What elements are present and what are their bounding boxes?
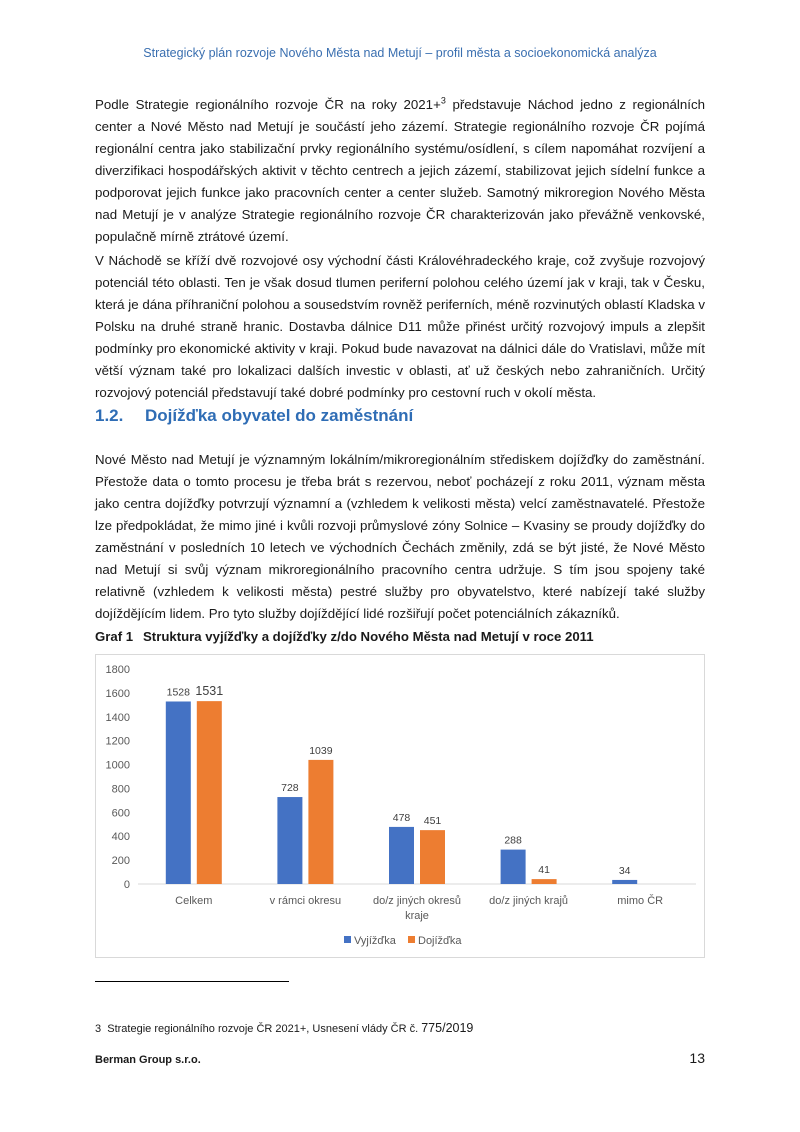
data-label: 478 [392,811,411,824]
bar-vyjizdka [501,850,526,884]
x-category-label: do/z jiných okresů [372,895,462,907]
data-label: 34 [618,864,631,877]
figure-label: Graf 1 [95,629,134,644]
data-label: 1039 [309,744,333,757]
footnote [95,1021,473,1035]
x-category-label: Celkem [175,895,213,907]
bar-vyjizdka [277,797,302,884]
x-category-label: do/z jiných krajů [489,895,569,907]
bar-vyjizdka [612,880,637,884]
bar-dojizdka [420,830,445,884]
legend-swatch-vyjizdka [344,936,351,943]
footer-company: Berman Group s.r.o. [95,1054,201,1066]
legend-label: Dojížďka [418,935,462,947]
y-tick-label: 1600 [105,687,130,700]
footnote-text: Strategie regionálního rozvoje ČR 2021+, Usnesení vlády ČR č. [107,1023,419,1035]
section-title: Dojížďka obyvatel do zaměstnání [145,406,414,425]
paragraph-text-start: Podle Strategie regionálního rozvoje ČR na roky 2021+ [95,97,441,112]
data-label: 1528 [166,686,190,699]
footnote-number: 3 [95,1023,102,1035]
chart-svg [96,655,706,959]
y-tick-label: 1400 [105,711,130,724]
y-tick-label: 200 [111,855,130,868]
y-tick-label: 800 [111,783,130,796]
paragraph-development-axes: V Náchodě se kříží dvě rozvojové osy východní části Královéhradeckého kraje, což zvyšuje rozvojový potenciál této oblasti. Ten je však dosud tlumen periferní polohou celého území jak v kraji, tak v Česku, která je dána příhraniční polohou a sousedstvím rovněž periferních, méně rozvinutých oblastí Kladska v Polsku na druhé straně hranic. Dostavba dálnice D11 může přinést určitý rozvojový impuls a zlepšit podmínky pro ekonomické aktivity v kraji. Pokud bude navazovat na dálnici dále do Vratislavi, může mít větší význam také pro lokalizaci dalších investic v oblasti, ať už českých nebo zahraničních. Určitý rozvojový potenciál představují také dobré podmínky pro cestovní ruch v okolí města. [95,253,705,400]
legend-swatch-dojizdka [408,936,415,943]
data-label: 451 [423,815,442,828]
data-label: 728 [281,782,299,795]
document-header: Strategický plán rozvoje Nového Města nad Metují – profil města a socioekonomická analýza [143,46,657,60]
y-tick-label: 0 [123,879,130,891]
y-tick-label: 1200 [105,735,130,748]
bar-dojizdka [532,879,557,884]
paragraph-commuting: Nové Město nad Metují je významným lokálním/mikroregionálním střediskem dojížďky do zaměstnání. Přestože data o tomto procesu je třeba brát s rezervou, neboť pocházejí z roku 2011, význam města jako centra dojížďky potvrzují významní a (vzhledem k velikosti města) velcí zaměstnavatelé. Přestože lze předpokládat, že mimo jiné i kvůli rozvoji průmyslové zóny Solnice – Kvasiny se proudy dojížďky do zaměstnání v posledních 10 letech ve východních Čechách změnily, zdá se být jisté, že Nové Město nad Metují si svůj význam mikroregionálního pracovního centra udržuje. S tím jsou spojeny také relativně (vzhledem k velikosti města) pestré služby pro obyvatelstvo, které nabízejí také služby dojíždějícím lidem. Pro tyto služby dojíždějící lidé rozšiřují počet potenciálních zákazníků. [95,452,705,621]
y-tick-label: 600 [111,807,130,820]
y-tick-label: 1000 [105,759,130,772]
figure-caption [95,629,594,644]
footnote-reference[interactable]: 3 [440,95,446,106]
bar-dojizdka [308,760,333,884]
legend-label: Vyjížďka [354,935,396,947]
section-number: 1.2. [95,406,124,425]
x-category-label: mimo ČR [617,895,664,907]
section-heading [95,406,413,426]
x-category-label: kraje [405,910,429,922]
y-tick-label: 400 [111,831,130,844]
commuting-bar-chart [95,654,705,958]
footnote-separator [95,981,289,982]
data-label: 288 [504,834,522,847]
paragraph-regional-strategy [95,94,705,248]
y-tick-label: 1800 [105,664,130,676]
x-category-label: v rámci okresu [269,895,342,907]
page-number: 13 [689,1050,705,1066]
figure-title: Struktura vyjížďky a dojížďky z/do Nového Města nad Metují v roce 2011 [143,629,594,644]
paragraph-text-end: představuje Náchod jedno z regionálních center a Nové Město nad Metují je součástí jeho zázemí. Strategie regionálního rozvoje ČR pojímá regionální centra jako stabilizační prvky regionálního systému/osídlení, s cílem napomáhat rozvíjení a diverzifikaci hospodářských aktivit v těchto centrech a jejich zázemí, stabilizovat jejich sídelní funkce a podporovat jejich funkce jako pracovních center a center služeb. Samotný mikroregion Nového Města nad Metují je v analýze Strategie regionálního rozvoje ČR charakterizován jako převážně venkovské, populačně mírně ztrátové území. [95,97,705,244]
footnote-resolution-number: 775/2019 [421,1021,474,1035]
bar-vyjizdka [166,701,191,884]
data-label: 41 [538,864,550,877]
bar-vyjizdka [389,827,414,884]
data-label: 1531 [195,684,224,699]
bar-dojizdka [197,701,222,884]
